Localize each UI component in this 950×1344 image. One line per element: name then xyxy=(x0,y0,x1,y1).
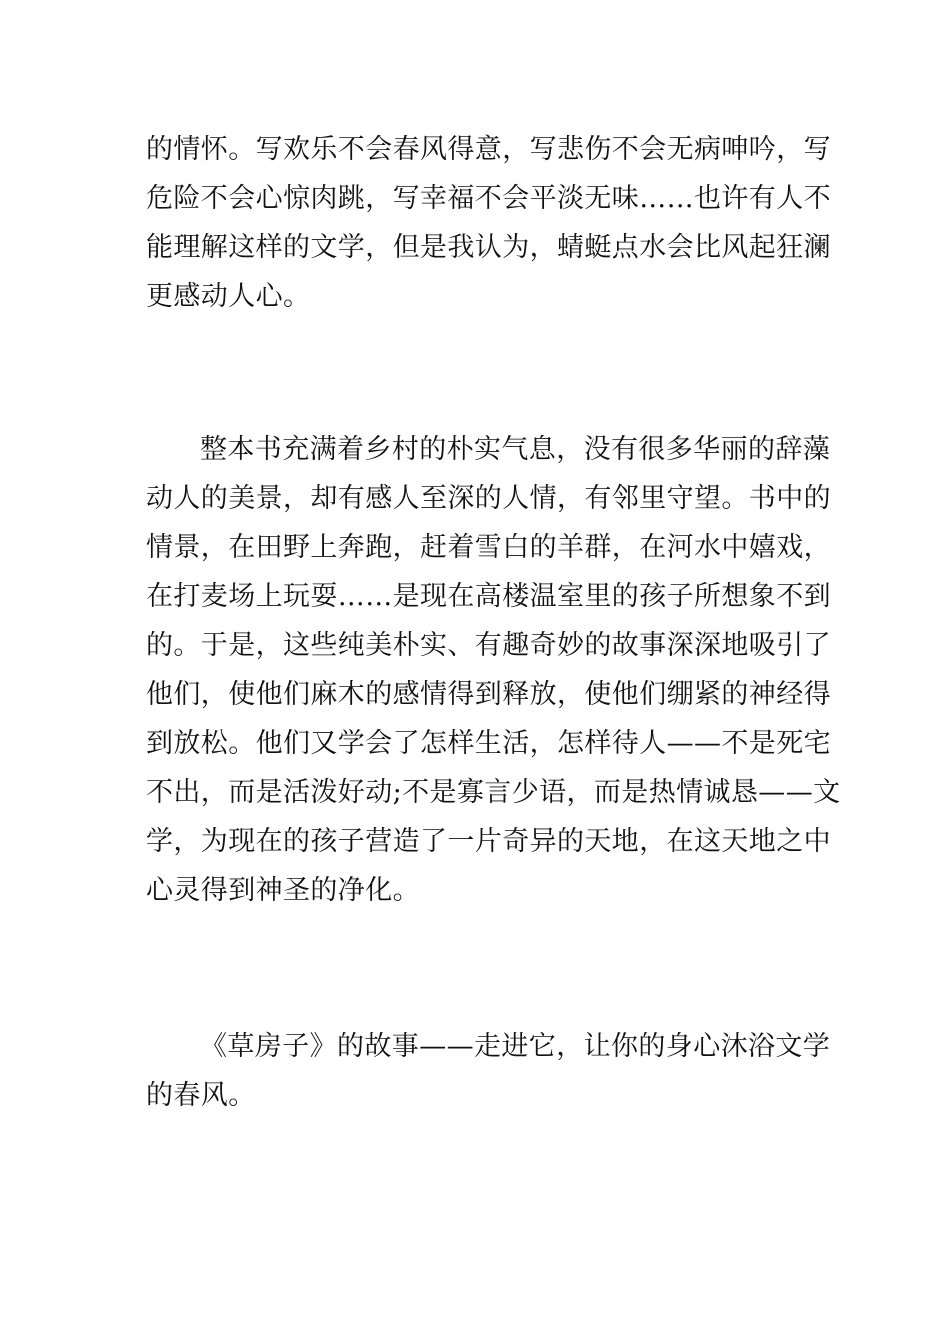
text-line: 他们，使他们麻木的感情得到释放，使他们绷紧的神经得 xyxy=(146,679,831,710)
text-line: 能理解这样的文学，但是我认为，蜻蜓点水会比风起狂澜 xyxy=(146,232,831,263)
text-line: 情景，在田野上奔跑，赶着雪白的羊群，在河水中嬉戏， xyxy=(146,532,831,563)
text-line: 整本书充满着乡村的朴实气息，没有很多华丽的辞藻 xyxy=(200,434,831,465)
text-line: 的。于是，这些纯美朴实、有趣奇妙的故事深深地吸引了 xyxy=(146,630,831,661)
text-line: 心灵得到神圣的净化。 xyxy=(146,875,420,906)
text-line: 到放松。他们又学会了怎样生活，怎样待人——不是死宅 xyxy=(146,728,831,759)
paragraph-3 xyxy=(146,1022,831,1120)
text-line: 的情怀。写欢乐不会春风得意，写悲伤不会无病呻吟，写 xyxy=(146,134,831,165)
text-line: 的春风。 xyxy=(146,1080,256,1111)
text-line: 危险不会心惊肉跳，写幸福不会平淡无味……也许有人不 xyxy=(146,183,831,214)
text-line: 不出，而是活泼好动;不是寡言少语，而是热情诚恳——文 xyxy=(146,777,841,808)
paragraph-2 xyxy=(146,425,841,915)
paragraph-1 xyxy=(146,125,831,321)
text-line: 《草房子》的故事——走进它，让你的身心沐浴文学 xyxy=(200,1031,831,1062)
text-line: 动人的美景，却有感人至深的人情，有邻里守望。书中的 xyxy=(146,483,831,514)
text-line: 学，为现在的孩子营造了一片奇异的天地，在这天地之中 xyxy=(146,826,831,857)
text-line: 在打麦场上玩耍……是现在高楼温室里的孩子所想象不到 xyxy=(146,581,831,612)
text-line: 更感动人心。 xyxy=(146,281,311,312)
